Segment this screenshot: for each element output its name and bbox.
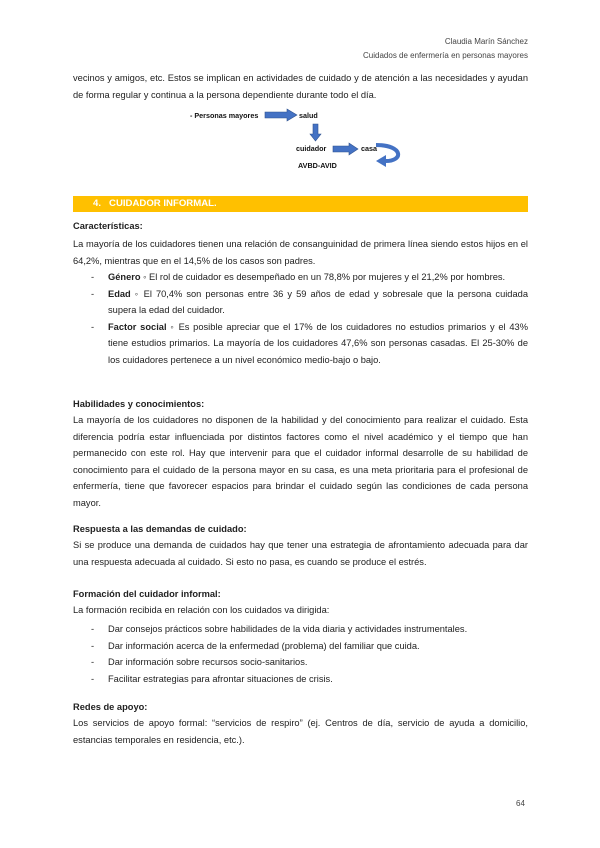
diagram-label-salud: salud bbox=[299, 111, 318, 120]
paragraph-habilidades: La mayoría de los cuidadores no disponen de la habilidad y del conocimiento para realizar el cuidado. Esta diferencia podría estar influenciada por distintos factores como el nivel académico y el tiempo que han permanecido con este rol. Hay que intervenir para que el cuidador informal desarrolle de su habilidad de conocimiento para el cuidado de la persona mayor en su casa, es una meta prioritaria para el profesional de enfermería, tiene que favorecer espacios para brindar el cuidado según las condiciones de cada persona mayor. bbox=[73, 415, 528, 508]
list-item-label: Edad bbox=[108, 288, 131, 299]
arrow-down-icon bbox=[310, 124, 321, 141]
list-item: - Dar consejos prácticos sobre habilidades de la vida diaria y actividades instrumentales. bbox=[73, 621, 528, 638]
paragraph-formacion: La formación recibida en relación con los cuidados va dirigida: bbox=[73, 605, 330, 615]
heading-habilidades: Habilidades y conocimientos: bbox=[73, 399, 205, 409]
heading-respuesta: Respuesta a las demandas de cuidado: bbox=[73, 524, 247, 534]
header-author: Claudia Marín Sánchez bbox=[444, 37, 528, 46]
page-number: 64 bbox=[516, 799, 525, 808]
list-item: - Dar información acerca de la enfermedad (problema) del familiar que cuida. bbox=[73, 638, 528, 655]
section-heading-bar bbox=[73, 196, 528, 212]
diagram-arrows bbox=[0, 0, 600, 180]
list-item-text: ◦ El rol de cuidador es desempeñado en un 78,8% por mujeres y el 21,2% por hombres. bbox=[140, 272, 506, 282]
list-item bbox=[73, 286, 528, 319]
arrow-right-icon bbox=[265, 109, 297, 121]
list-item-label: Factor social bbox=[108, 321, 167, 332]
arrow-right-icon bbox=[333, 143, 358, 155]
heading-caracteristicas: Características: bbox=[73, 221, 143, 231]
heading-formacion: Formación del cuidador informal: bbox=[73, 589, 221, 599]
curved-arrow-icon bbox=[376, 145, 398, 161]
section-title: CUIDADOR INFORMAL. bbox=[109, 198, 217, 209]
paragraph-caracteristicas: La mayoría de los cuidadores tienen una relación de consanguinidad de primera línea siendo estos hijos en el 64,2%, mientras que en el 14,5% de los casos son padres. bbox=[73, 239, 528, 266]
paragraph-redes: Los servicios de apoyo formal: “servicios de respiro” (ej. Centros de día, servicio de ayuda a domicilio, estancias temporales en residencia, etc.). bbox=[73, 718, 528, 745]
diagram-label-personas-mayores: - Personas mayores bbox=[190, 111, 259, 120]
list-item bbox=[73, 269, 528, 286]
header-subtitle: Cuidados de enfermería en personas mayores bbox=[363, 51, 528, 60]
list-item-label: Género bbox=[108, 272, 141, 282]
list-item-text: ◦ El 70,4% son personas entre 36 y 59 años de edad y sobresale que la persona cuidada supera la edad del cuidador. bbox=[108, 288, 528, 316]
intro-paragraph: vecinos y amigos, etc. Estos se implican en actividades de cuidado y de atención a las necesidades y ayudan de forma regular y continua a la persona dependiente durante todo el día. bbox=[73, 73, 528, 100]
list-formacion bbox=[73, 621, 528, 687]
diagram-label-cuidador: cuidador bbox=[296, 144, 327, 153]
list-item: - Dar información sobre recursos socio-sanitarios. bbox=[73, 654, 528, 671]
list-item: - Facilitar estrategias para afrontar situaciones de crisis. bbox=[73, 671, 528, 688]
heading-redes: Redes de apoyo: bbox=[73, 702, 148, 712]
list-item-text: ◦ Es posible apreciar que el 17% de los cuidadores no estudios primarios y el 43% tiene estudios primarios. La mayoría de los cuidadores 47,6% son personas casadas. El 25-30% de los cuidadores pertenece a un nivel económico medio-bajo o bajo. bbox=[108, 321, 528, 365]
list-item bbox=[73, 319, 528, 369]
paragraph-respuesta: Si se produce una demanda de cuidados hay que tener una estrategia de afrontamiento adecuada para dar una respuesta adecuada al cuidado. Si esto no pasa, es cuando se produce el estrés. bbox=[73, 540, 528, 567]
diagram-label-avbd-avid: AVBD-AVID bbox=[298, 161, 337, 170]
curved-arrow-head bbox=[376, 155, 386, 167]
section-number: 4. bbox=[93, 198, 102, 209]
list-caracteristicas bbox=[73, 269, 528, 369]
diagram-label-casa: casa bbox=[361, 144, 377, 153]
